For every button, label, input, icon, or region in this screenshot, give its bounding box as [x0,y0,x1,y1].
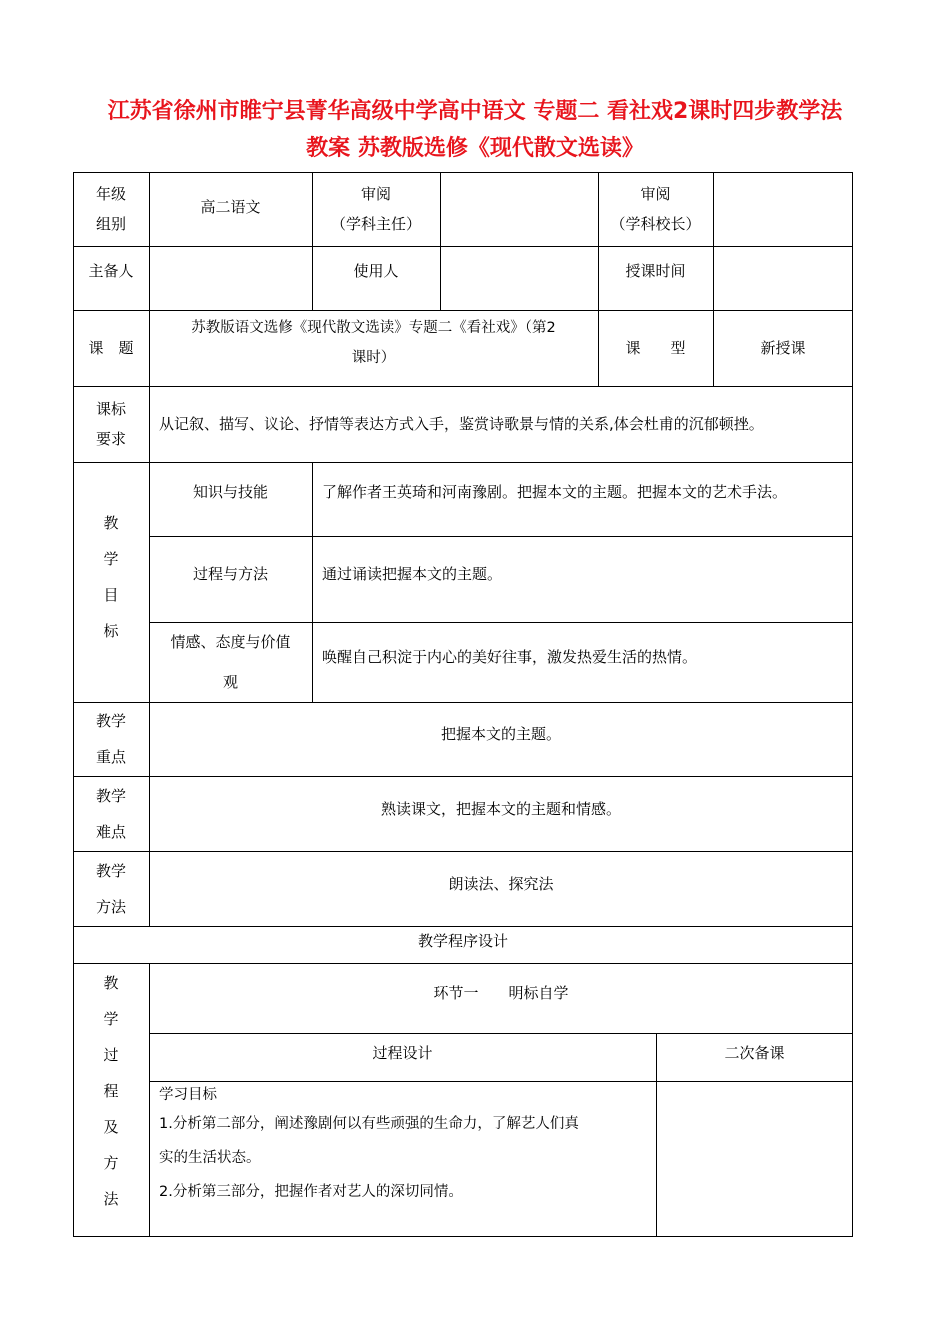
lesson-type-label: 课 型 [625,339,686,357]
objective-knowledge-text: 了解作者王英琦和河南豫剧。把握本文的主题。把握本文的艺术手法。 [322,483,788,501]
review-subject-head-value [440,172,598,246]
column-second-preparation: 二次备课 [724,1044,785,1062]
methods-label: 教学 方法 [95,861,126,916]
lesson-plan-table [73,172,853,1237]
objective-emotion-text: 唤醒自己积淀于内心的美好往事，激发热爱生活的热情。 [322,648,698,666]
preparer-value [149,246,312,310]
review-principal-value [713,172,853,246]
objective-emotion-label: 情感、态度与价值 观 [170,633,291,691]
key-points-text: 把握本文的主题。 [440,725,561,743]
preparer-label: 主备人 [88,262,134,280]
review-subject-head-label: 审阅 （学科主任） [330,185,421,233]
review-principal-label: 审阅 （学科校长） [610,185,701,233]
lesson-type-value: 新授课 [760,339,806,357]
grade-label: 年级 组别 [95,185,126,233]
user-value [440,246,598,310]
curriculum-standard-text: 从记叙、描写、议论、抒情等表达方式入手，鉴赏诗歌景与情的关系,体会杜甫的沉郁顿挫。 [159,415,764,433]
topic-label: 课 题 [88,339,134,357]
lesson-time-value [713,246,853,310]
document-title-line1: 江苏省徐州市睢宁县菁华高级中学高中语文 专题二 看社戏2课时四步教学法 [107,99,843,124]
grade-value: 高二语文 [200,198,261,216]
difficulties-label: 教学 难点 [95,786,126,841]
learning-objectives-content: 学习目标 1.分析第二部分，阐述豫剧何以有些顽强的生命力，了解艺人们真 实的生活状态。 2.分析第三部分，把握作者对艺人的深切同情。 [159,1087,579,1200]
curriculum-standard-label: 课标 要求 [95,400,126,448]
column-process-design: 过程设计 [372,1044,433,1062]
methods-text: 朗读法、探究法 [448,874,554,893]
objective-process-label: 过程与方法 [192,565,268,583]
procedure-heading: 教学程序设计 [417,932,508,950]
objectives-label: 教 学 目 标 [103,514,119,640]
user-label: 使用人 [353,262,399,280]
lesson-time-label: 授课时间 [625,262,686,280]
topic-value: 苏教版语文选修《现代散文选读》专题二《看社戏》（第2 课时） [191,320,556,366]
segment-title: 环节一 明标自学 [433,984,569,1002]
objective-process-text: 通过诵读把握本文的主题。 [322,565,503,583]
objective-knowledge-label: 知识与技能 [192,483,268,501]
key-points-label: 教学 重点 [95,712,126,766]
difficulties-text: 熟读课文，把握本文的主题和情感。 [380,799,621,818]
procedure-side-label: 教 学 过 程 及 方 法 [103,974,119,1208]
document-title-line2: 教案 苏教版选修《现代散文选读》 [306,136,644,161]
